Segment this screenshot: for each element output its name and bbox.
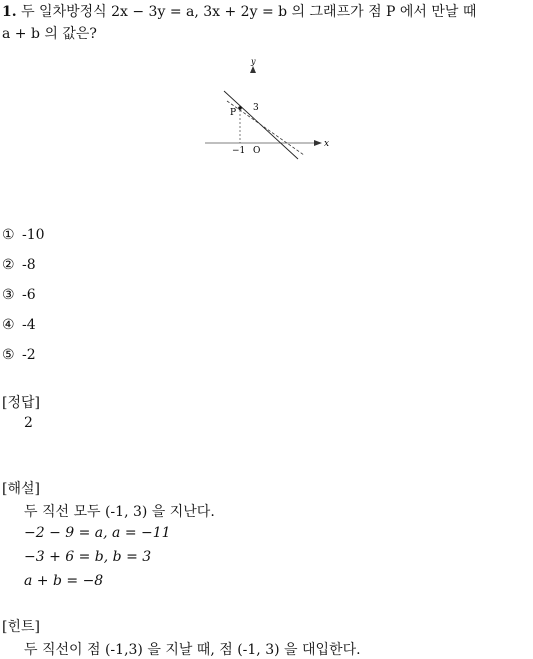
choice-4-value: -4: [22, 317, 36, 333]
choice-3-value: -6: [22, 287, 36, 303]
choice-3-mark: ③: [2, 287, 15, 303]
answer-value: 2: [24, 415, 33, 431]
solution-line-1: 두 직선 모두 (-1, 3) 을 지난다.: [24, 504, 215, 520]
y-axis-label: y: [251, 58, 256, 66]
y-value-label: 3: [253, 103, 259, 113]
question-number: 1.: [2, 4, 17, 20]
origin-label: O: [253, 146, 261, 156]
x-axis-label: x: [324, 139, 330, 149]
choice-1-mark: ①: [2, 227, 15, 243]
choice-5-value: -2: [22, 347, 36, 363]
question-line-2: [2, 23, 97, 43]
x-value-label: −1: [232, 146, 246, 156]
choice-5[interactable]: [2, 347, 36, 363]
solution-line-3: −3 + 6 = b, b = 3: [24, 549, 152, 565]
solution-line-4: a + b = −8: [24, 573, 104, 589]
choice-4-mark: ④: [2, 317, 15, 333]
choice-2-mark: ②: [2, 257, 15, 273]
choice-1-value: -10: [22, 227, 45, 243]
solution-line-2: −2 − 9 = a, a = −11: [24, 525, 171, 541]
question-text-2: a + b 의 값은?: [2, 26, 97, 42]
hint-text: 두 직선이 점 (-1,3) 을 지날 때, 점 (-1, 3) 을 대입한다.: [24, 642, 361, 658]
y-axis-arrow-icon: [250, 66, 256, 73]
question-text-1: 두 일차방정식 2x − 3y = a, 3x + 2y = b 의 그래프가 점 P 에서 만날 때: [21, 4, 477, 20]
choice-4[interactable]: [2, 317, 36, 333]
choice-2-value: -8: [22, 257, 36, 273]
solution-label: [해설]: [2, 481, 40, 497]
choice-2[interactable]: [2, 257, 36, 273]
answer-label: [정답]: [2, 395, 40, 411]
x-axis-arrow-icon: [314, 140, 322, 146]
point-label: P: [230, 108, 237, 118]
choice-3[interactable]: [2, 287, 36, 303]
choice-1[interactable]: [2, 227, 45, 243]
question-line-1: [2, 1, 476, 21]
choice-5-mark: ⑤: [2, 347, 15, 363]
hint-label: [힌트]: [2, 619, 40, 635]
graph-figure: [200, 58, 340, 168]
intersection-point: [238, 106, 242, 110]
